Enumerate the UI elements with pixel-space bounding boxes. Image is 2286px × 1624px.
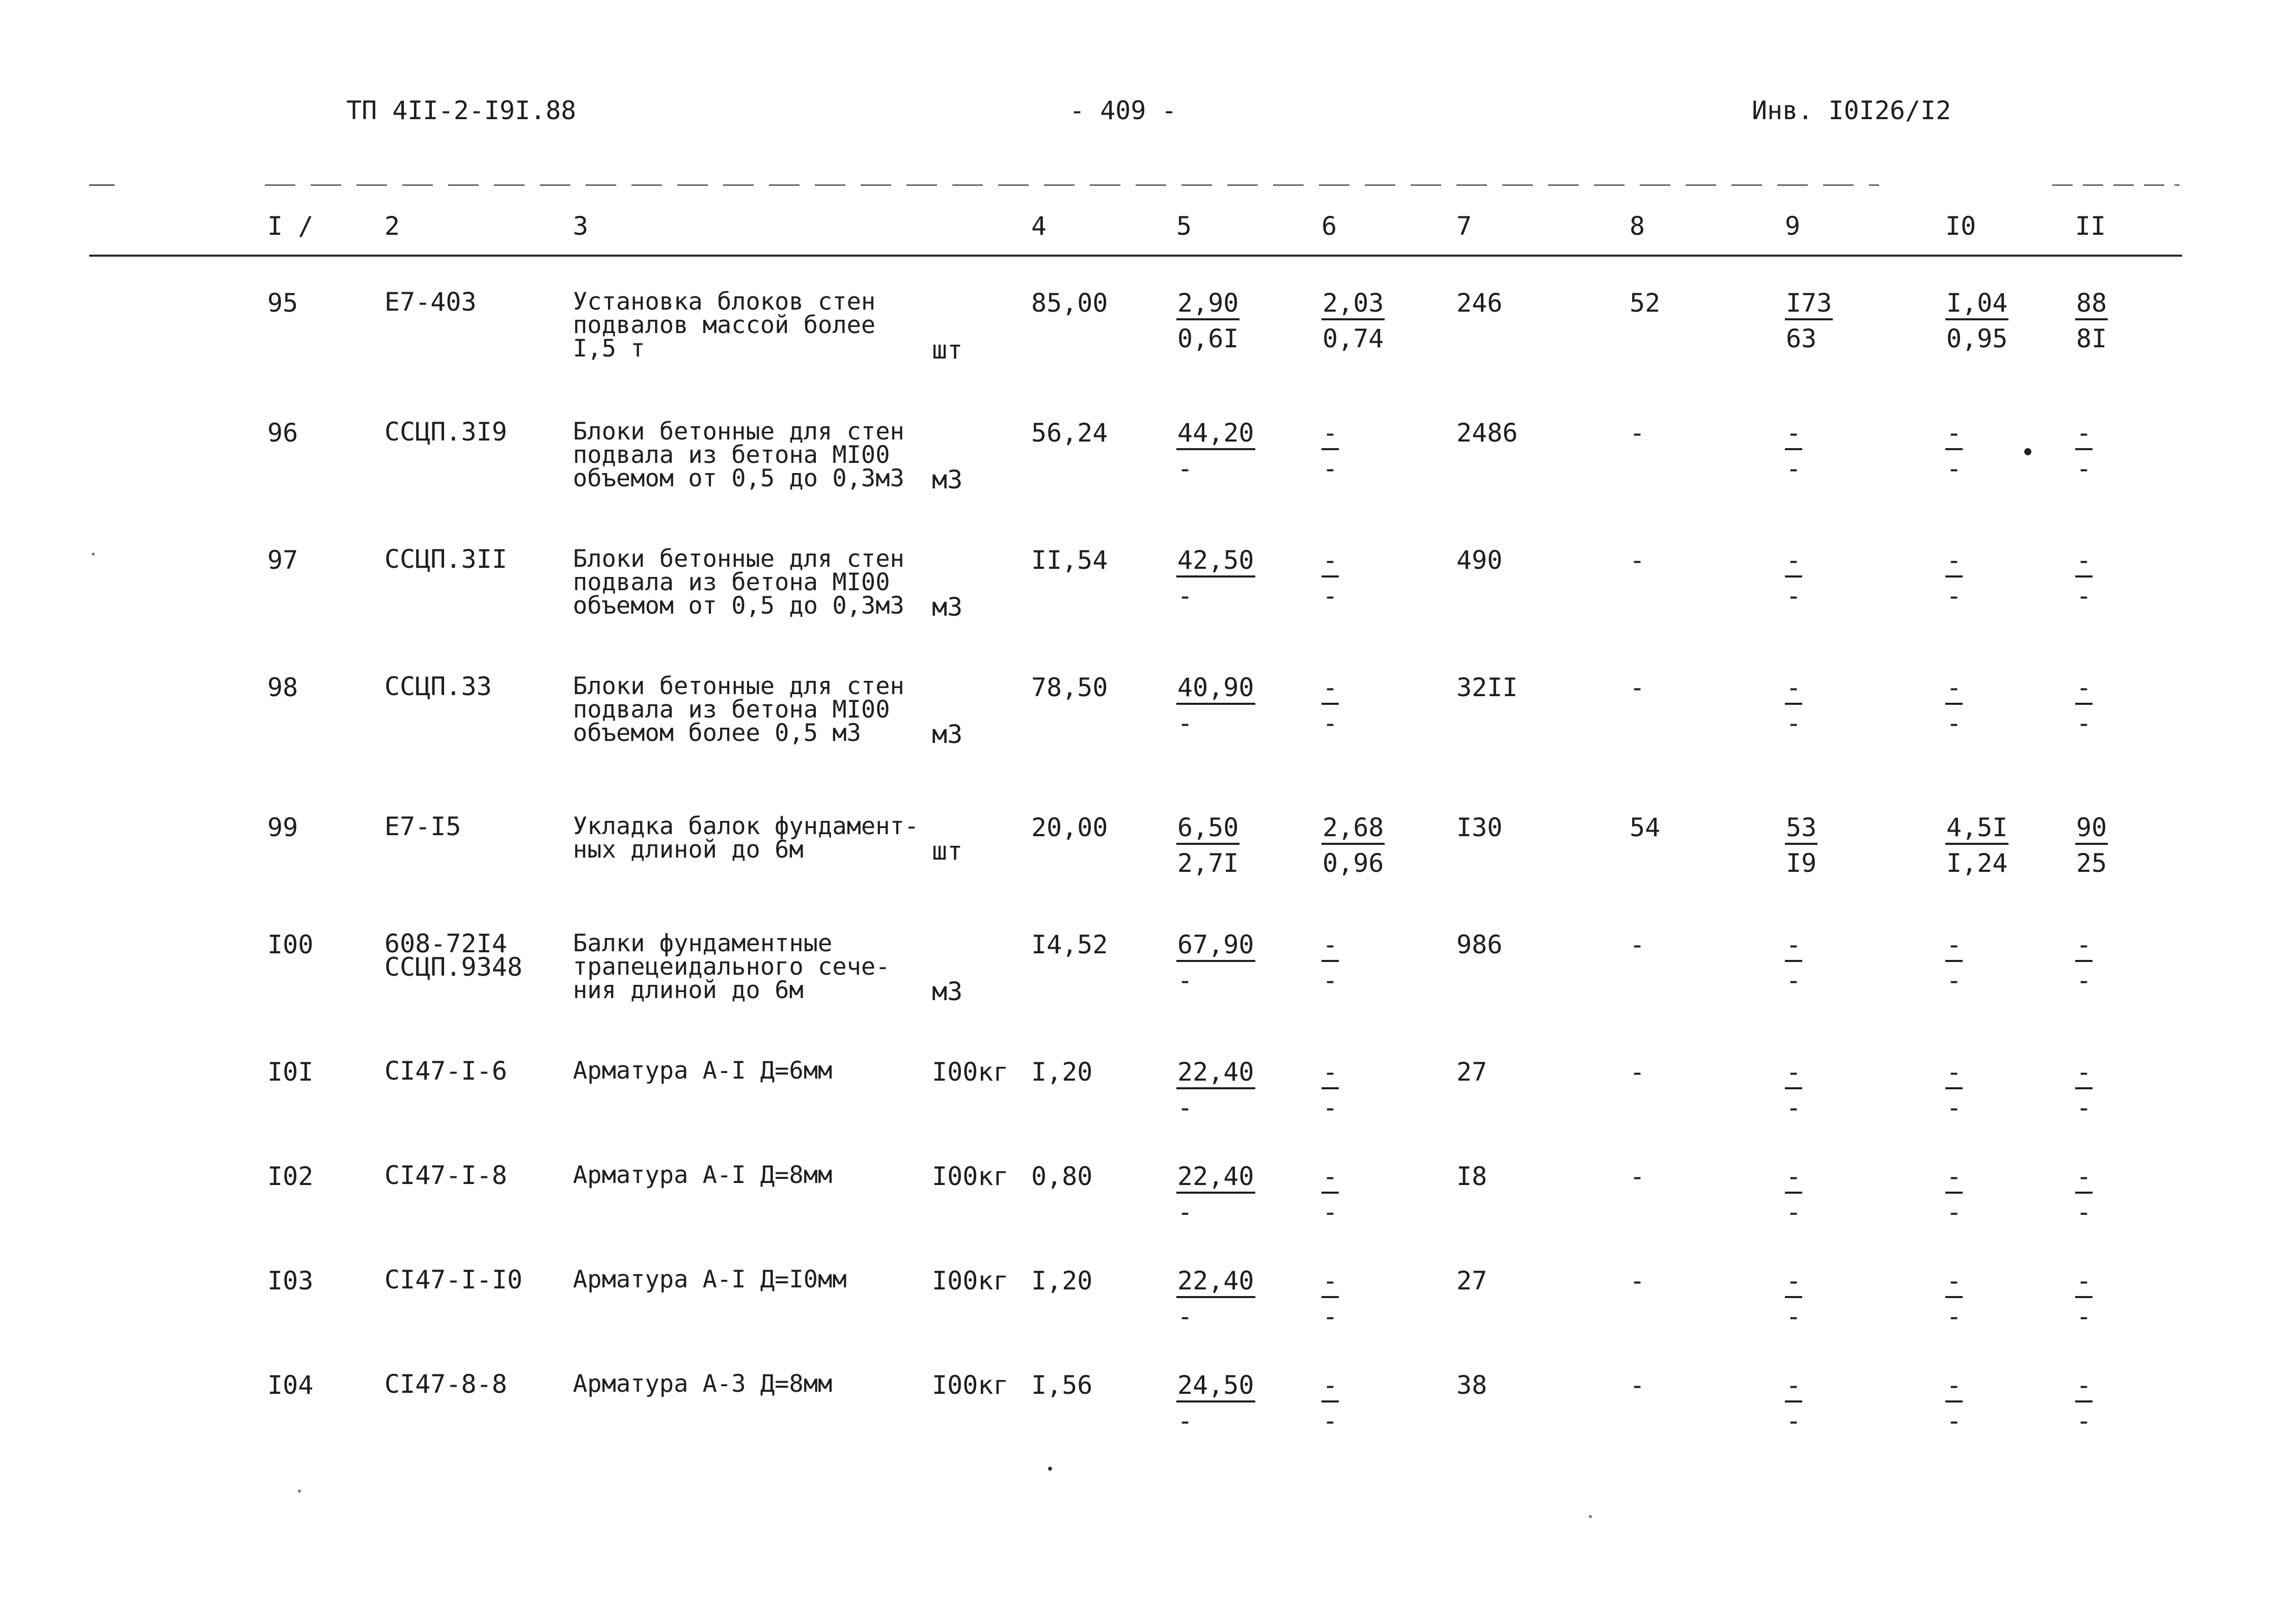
- norm-code: СI47-8-8: [384, 1369, 507, 1399]
- col11-value-numerator: -: [2075, 1372, 2092, 1402]
- col11-value-denominator: -: [2076, 581, 2092, 611]
- col6-value-numerator: -: [1321, 1372, 1339, 1402]
- col5-value-denominator: -: [1177, 1093, 1193, 1122]
- col7-value: I30: [1456, 813, 1503, 842]
- col6-value: [1321, 288, 1385, 352]
- col9-value-denominator: I9: [1786, 848, 1817, 878]
- col9-value-numerator: -: [1785, 1372, 1802, 1402]
- col11-value-numerator: 88: [2075, 290, 2108, 320]
- col6-value-denominator: -: [1323, 454, 1338, 483]
- col6-value-numerator: -: [1321, 674, 1339, 705]
- quantity: I,20: [1031, 1057, 1093, 1087]
- col5-value: [1176, 813, 1240, 876]
- col9-value-numerator: -: [1785, 1268, 1802, 1298]
- col7-value: 38: [1456, 1370, 1488, 1400]
- col9-value: [1785, 545, 1802, 609]
- norm-code: ССЦП.3I9: [384, 417, 507, 447]
- col10-value: [1945, 288, 2008, 352]
- col9-value-numerator: -: [1785, 674, 1802, 705]
- col5-value-denominator: 0,6I: [1177, 324, 1239, 353]
- col5-value-denominator: -: [1177, 966, 1193, 995]
- col5-value-denominator: -: [1177, 454, 1193, 483]
- col10-value-numerator: -: [1945, 1372, 1963, 1402]
- col9-value: [1785, 288, 1833, 352]
- work-description: Блоки бетонные для стен подвала из бетона МI00 объемом от 0,5 до 0,3м3: [573, 418, 904, 492]
- col8-value: -: [1630, 1057, 1645, 1087]
- col9-value: [1785, 418, 1802, 482]
- dash-rule: [265, 184, 1879, 186]
- row-number: I04: [267, 1370, 314, 1400]
- col5-value-numerator: 6,50: [1176, 814, 1240, 845]
- col10-value-numerator: -: [1945, 1163, 1963, 1194]
- col10-value-denominator: 0,95: [1946, 324, 2008, 353]
- col9-value-denominator: -: [1786, 1093, 1802, 1122]
- col11-value-denominator: -: [2076, 454, 2092, 483]
- col9-value-numerator: -: [1785, 931, 1802, 962]
- col11-value: [2075, 1266, 2092, 1330]
- col10-value-denominator: -: [1946, 966, 1962, 995]
- quantity: 0,80: [1031, 1162, 1093, 1191]
- col6-value: [1321, 1162, 1339, 1225]
- col6-value-denominator: 0,96: [1323, 848, 1384, 878]
- header-rule: [89, 255, 2182, 257]
- col5-value-numerator: 24,50: [1176, 1372, 1255, 1402]
- col11-value-numerator: -: [2075, 420, 2092, 450]
- col6-value-numerator: 2,03: [1321, 290, 1385, 320]
- col11-value: [2075, 1162, 2092, 1225]
- col11-value-numerator: -: [2075, 547, 2092, 577]
- col9-value-denominator: -: [1786, 1197, 1802, 1227]
- col6-value-numerator: -: [1321, 931, 1339, 962]
- unit: м3: [932, 720, 963, 749]
- row-number: 96: [267, 418, 298, 448]
- col5-value-denominator: -: [1177, 708, 1193, 738]
- col5-value: [1176, 1370, 1255, 1434]
- quantity: I,20: [1031, 1266, 1093, 1296]
- col9-value-numerator: 53: [1785, 814, 1817, 845]
- col6-value: [1321, 418, 1339, 482]
- unit: м3: [932, 465, 963, 494]
- col6-value: [1321, 813, 1385, 876]
- col10-value: [1945, 673, 1963, 736]
- scan-speck: [1589, 1515, 1592, 1518]
- col9-value: [1785, 1057, 1802, 1121]
- col11-value: [2075, 418, 2092, 482]
- col10-value-denominator: -: [1946, 581, 1962, 611]
- col9-value: [1785, 1162, 1802, 1225]
- col5-value-denominator: -: [1177, 1302, 1193, 1331]
- col6-value: [1321, 1266, 1339, 1330]
- work-description: Арматура А-I Д=8мм: [573, 1161, 833, 1189]
- work-description: Укладка балок фундамент- ных длиной до 6м: [573, 812, 919, 864]
- col11-value-numerator: -: [2075, 1163, 2092, 1194]
- column-number: I0: [1945, 211, 1976, 241]
- col11-value-denominator: -: [2076, 708, 2092, 738]
- norm-code: ССЦП.33: [384, 672, 492, 701]
- col9-value: [1785, 673, 1802, 736]
- col7-value: 490: [1456, 545, 1503, 575]
- norm-code: ССЦП.3II: [384, 544, 507, 574]
- work-description: Блоки бетонные для стен подвала из бетона МI00 объемом более 0,5 м3: [573, 672, 904, 747]
- col9-value-denominator: -: [1786, 1302, 1802, 1331]
- column-number: 3: [573, 211, 589, 241]
- unit: м3: [932, 977, 963, 1006]
- col6-value-numerator: 2,68: [1321, 814, 1385, 845]
- work-description: Арматура А-I Д=I0мм: [573, 1265, 847, 1293]
- col10-value-numerator: I,04: [1945, 290, 2008, 320]
- col7-value: 986: [1456, 930, 1503, 959]
- col10-value: [1945, 1162, 1963, 1225]
- col7-value: 32II: [1456, 673, 1518, 702]
- col10-value-numerator: -: [1945, 547, 1963, 577]
- col7-value: 27: [1456, 1266, 1488, 1296]
- column-number: I /: [267, 211, 314, 241]
- col8-value: -: [1630, 673, 1645, 702]
- col5-value-numerator: 2,90: [1176, 290, 1240, 320]
- unit: I00кг: [932, 1370, 1009, 1400]
- unit: м3: [932, 592, 963, 622]
- col6-value-numerator: -: [1321, 1163, 1339, 1194]
- norm-code: СI47-I-8: [384, 1161, 507, 1190]
- quantity: 20,00: [1031, 813, 1108, 842]
- col6-value: [1321, 1370, 1339, 1434]
- col8-value: 52: [1630, 288, 1661, 318]
- col6-value: [1321, 545, 1339, 609]
- work-description: Балки фундаментные трапецеидального сече- ния длиной до 6м: [573, 929, 890, 1004]
- col5-value-denominator: -: [1177, 1197, 1193, 1227]
- col6-value-denominator: -: [1323, 1197, 1338, 1227]
- unit: I00кг: [932, 1266, 1009, 1296]
- col7-value: 27: [1456, 1057, 1488, 1087]
- unit: шт: [932, 836, 963, 866]
- col5-value-numerator: 22,40: [1176, 1059, 1255, 1089]
- row-number: I0I: [267, 1057, 314, 1087]
- col6-value-denominator: -: [1323, 581, 1338, 611]
- col11-value-numerator: -: [2075, 674, 2092, 705]
- col9-value: [1785, 813, 1817, 876]
- row-number: I02: [267, 1162, 314, 1191]
- quantity: I4,52: [1031, 930, 1108, 959]
- column-number: 7: [1456, 211, 1472, 241]
- col11-value: [2075, 1370, 2092, 1434]
- col8-value: -: [1630, 418, 1645, 448]
- col11-value-numerator: 90: [2075, 814, 2108, 845]
- col5-value-numerator: 42,50: [1176, 547, 1255, 577]
- norm-code: Е7-403: [384, 287, 477, 317]
- col10-value-numerator: -: [1945, 674, 1963, 705]
- work-description: Арматура А-I Д=6мм: [573, 1057, 833, 1085]
- col8-value: -: [1630, 1266, 1645, 1296]
- dash-rule: [89, 184, 115, 186]
- col11-value-denominator: -: [2076, 1406, 2092, 1436]
- column-number: 2: [384, 211, 400, 241]
- col10-value: [1945, 1057, 1963, 1121]
- column-number: II: [2075, 211, 2106, 241]
- quantity: II,54: [1031, 545, 1108, 575]
- col5-value-numerator: 22,40: [1176, 1163, 1255, 1194]
- col11-value-denominator: 8I: [2076, 324, 2107, 353]
- col7-value: I8: [1456, 1162, 1488, 1191]
- col5-value-numerator: 67,90: [1176, 931, 1255, 962]
- col5-value: [1176, 1162, 1255, 1225]
- col9-value: [1785, 1370, 1802, 1434]
- col11-value: [2075, 813, 2108, 876]
- col9-value-denominator: -: [1786, 1406, 1802, 1436]
- col5-value: [1176, 673, 1255, 736]
- col6-value-numerator: -: [1321, 420, 1339, 450]
- col5-value: [1176, 1057, 1255, 1121]
- row-number: I00: [267, 930, 314, 959]
- col7-value: 246: [1456, 288, 1503, 318]
- col5-value-denominator: -: [1177, 1406, 1193, 1436]
- unit: шт: [932, 335, 963, 365]
- col5-value-denominator: -: [1177, 581, 1193, 611]
- col10-value-denominator: -: [1946, 1197, 1962, 1227]
- document-code: ТП 4II-2-I9I.88: [346, 96, 576, 125]
- col10-value-numerator: -: [1945, 931, 1963, 962]
- col6-value-denominator: -: [1323, 708, 1338, 738]
- col9-value-numerator: I73: [1785, 290, 1833, 320]
- col10-value: [1945, 930, 1963, 994]
- column-number: 6: [1321, 211, 1337, 241]
- work-description: Блоки бетонные для стен подвала из бетона МI00 объемом от 0,5 до 0,3м3: [573, 545, 904, 620]
- col5-value: [1176, 288, 1240, 352]
- norm-code: 608-72I4 ССЦП.9348: [384, 929, 522, 982]
- col6-value-denominator: -: [1323, 1302, 1338, 1331]
- col10-value: [1945, 1370, 1963, 1434]
- column-number: 5: [1176, 211, 1192, 241]
- quantity: 78,50: [1031, 673, 1108, 702]
- col10-value-denominator: -: [1946, 454, 1962, 483]
- col11-value-numerator: -: [2075, 931, 2092, 962]
- row-number: 95: [267, 288, 298, 318]
- col9-value-numerator: -: [1785, 420, 1802, 450]
- row-number: I03: [267, 1266, 314, 1296]
- scan-speck: [2024, 448, 2031, 455]
- col6-value-numerator: -: [1321, 1268, 1339, 1298]
- dash-rule: [2052, 184, 2180, 186]
- col8-value: -: [1630, 930, 1645, 959]
- col10-value: [1945, 1266, 1963, 1330]
- work-description: Арматура А-3 Д=8мм: [573, 1370, 833, 1398]
- col6-value: [1321, 1057, 1339, 1121]
- col9-value: [1785, 930, 1802, 994]
- norm-code: Е7-I5: [384, 812, 461, 841]
- col9-value-denominator: 63: [1786, 324, 1817, 353]
- norm-code: СI47-I-6: [384, 1056, 507, 1086]
- col11-value: [2075, 673, 2092, 736]
- col6-value-numerator: -: [1321, 1059, 1339, 1089]
- col11-value-numerator: -: [2075, 1059, 2092, 1089]
- col10-value: [1945, 418, 1963, 482]
- col11-value-denominator: -: [2076, 1197, 2092, 1227]
- scan-speck: [1048, 1467, 1052, 1471]
- col6-value-denominator: 0,74: [1323, 324, 1384, 353]
- col10-value-denominator: -: [1946, 1093, 1962, 1122]
- col5-value: [1176, 545, 1255, 609]
- row-number: 98: [267, 673, 298, 702]
- col11-value: [2075, 288, 2108, 352]
- col10-value-denominator: I,24: [1946, 848, 2008, 878]
- column-number: 4: [1031, 211, 1047, 241]
- col8-value: -: [1630, 545, 1645, 575]
- quantity: 85,00: [1031, 288, 1108, 318]
- col9-value-denominator: -: [1786, 581, 1802, 611]
- col7-value: 2486: [1456, 418, 1518, 448]
- col10-value-denominator: -: [1946, 1406, 1962, 1436]
- col9-value-numerator: -: [1785, 1163, 1802, 1194]
- col9-value-denominator: -: [1786, 454, 1802, 483]
- col9-value-numerator: -: [1785, 1059, 1802, 1089]
- row-number: 99: [267, 813, 298, 842]
- col11-value-denominator: -: [2076, 966, 2092, 995]
- col8-value: -: [1630, 1162, 1645, 1191]
- col11-value: [2075, 545, 2092, 609]
- column-number: 8: [1630, 211, 1645, 241]
- col6-value: [1321, 673, 1339, 736]
- col10-value-denominator: -: [1946, 708, 1962, 738]
- scan-speck: [298, 1490, 301, 1493]
- unit: I00кг: [932, 1057, 1009, 1087]
- col11-value-numerator: -: [2075, 1268, 2092, 1298]
- quantity: I,56: [1031, 1370, 1093, 1400]
- col9-value: [1785, 1266, 1802, 1330]
- col10-value-numerator: -: [1945, 1059, 1963, 1089]
- row-number: 97: [267, 545, 298, 575]
- col5-value-denominator: 2,7I: [1177, 848, 1239, 878]
- norm-code: СI47-I-I0: [384, 1265, 522, 1295]
- col10-value: [1945, 545, 1963, 609]
- quantity: 56,24: [1031, 418, 1108, 448]
- col5-value-numerator: 22,40: [1176, 1268, 1255, 1298]
- col9-value-denominator: -: [1786, 708, 1802, 738]
- col6-value-denominator: -: [1323, 1093, 1338, 1122]
- col5-value: [1176, 930, 1255, 994]
- col6-value-denominator: -: [1323, 1406, 1338, 1436]
- col5-value-numerator: 44,20: [1176, 420, 1255, 450]
- col9-value-numerator: -: [1785, 547, 1802, 577]
- col10-value-numerator: -: [1945, 420, 1963, 450]
- col11-value: [2075, 930, 2092, 994]
- col6-value-denominator: -: [1323, 966, 1338, 995]
- col8-value: -: [1630, 1370, 1645, 1400]
- col11-value-denominator: -: [2076, 1093, 2092, 1122]
- col5-value: [1176, 1266, 1255, 1330]
- unit: I00кг: [932, 1162, 1009, 1191]
- col11-value-denominator: -: [2076, 1302, 2092, 1331]
- work-description: Установка блоков стен подвалов массой более I,5 т: [573, 288, 876, 363]
- scan-speck: [92, 553, 95, 556]
- col5-value: [1176, 418, 1255, 482]
- col10-value-numerator: 4,5I: [1945, 814, 2008, 845]
- col9-value-denominator: -: [1786, 966, 1802, 995]
- col6-value-numerator: -: [1321, 547, 1339, 577]
- col8-value: 54: [1630, 813, 1661, 842]
- inventory-number: Инв. I0I26/I2: [1752, 96, 1951, 125]
- col10-value-numerator: -: [1945, 1268, 1963, 1298]
- col11-value-denominator: 25: [2076, 848, 2107, 878]
- col6-value: [1321, 930, 1339, 994]
- col11-value: [2075, 1057, 2092, 1121]
- col5-value-numerator: 40,90: [1176, 674, 1255, 705]
- page-number: - 409 -: [1069, 96, 1177, 125]
- column-number: 9: [1785, 211, 1801, 241]
- col10-value-denominator: -: [1946, 1302, 1962, 1331]
- col10-value: [1945, 813, 2008, 876]
